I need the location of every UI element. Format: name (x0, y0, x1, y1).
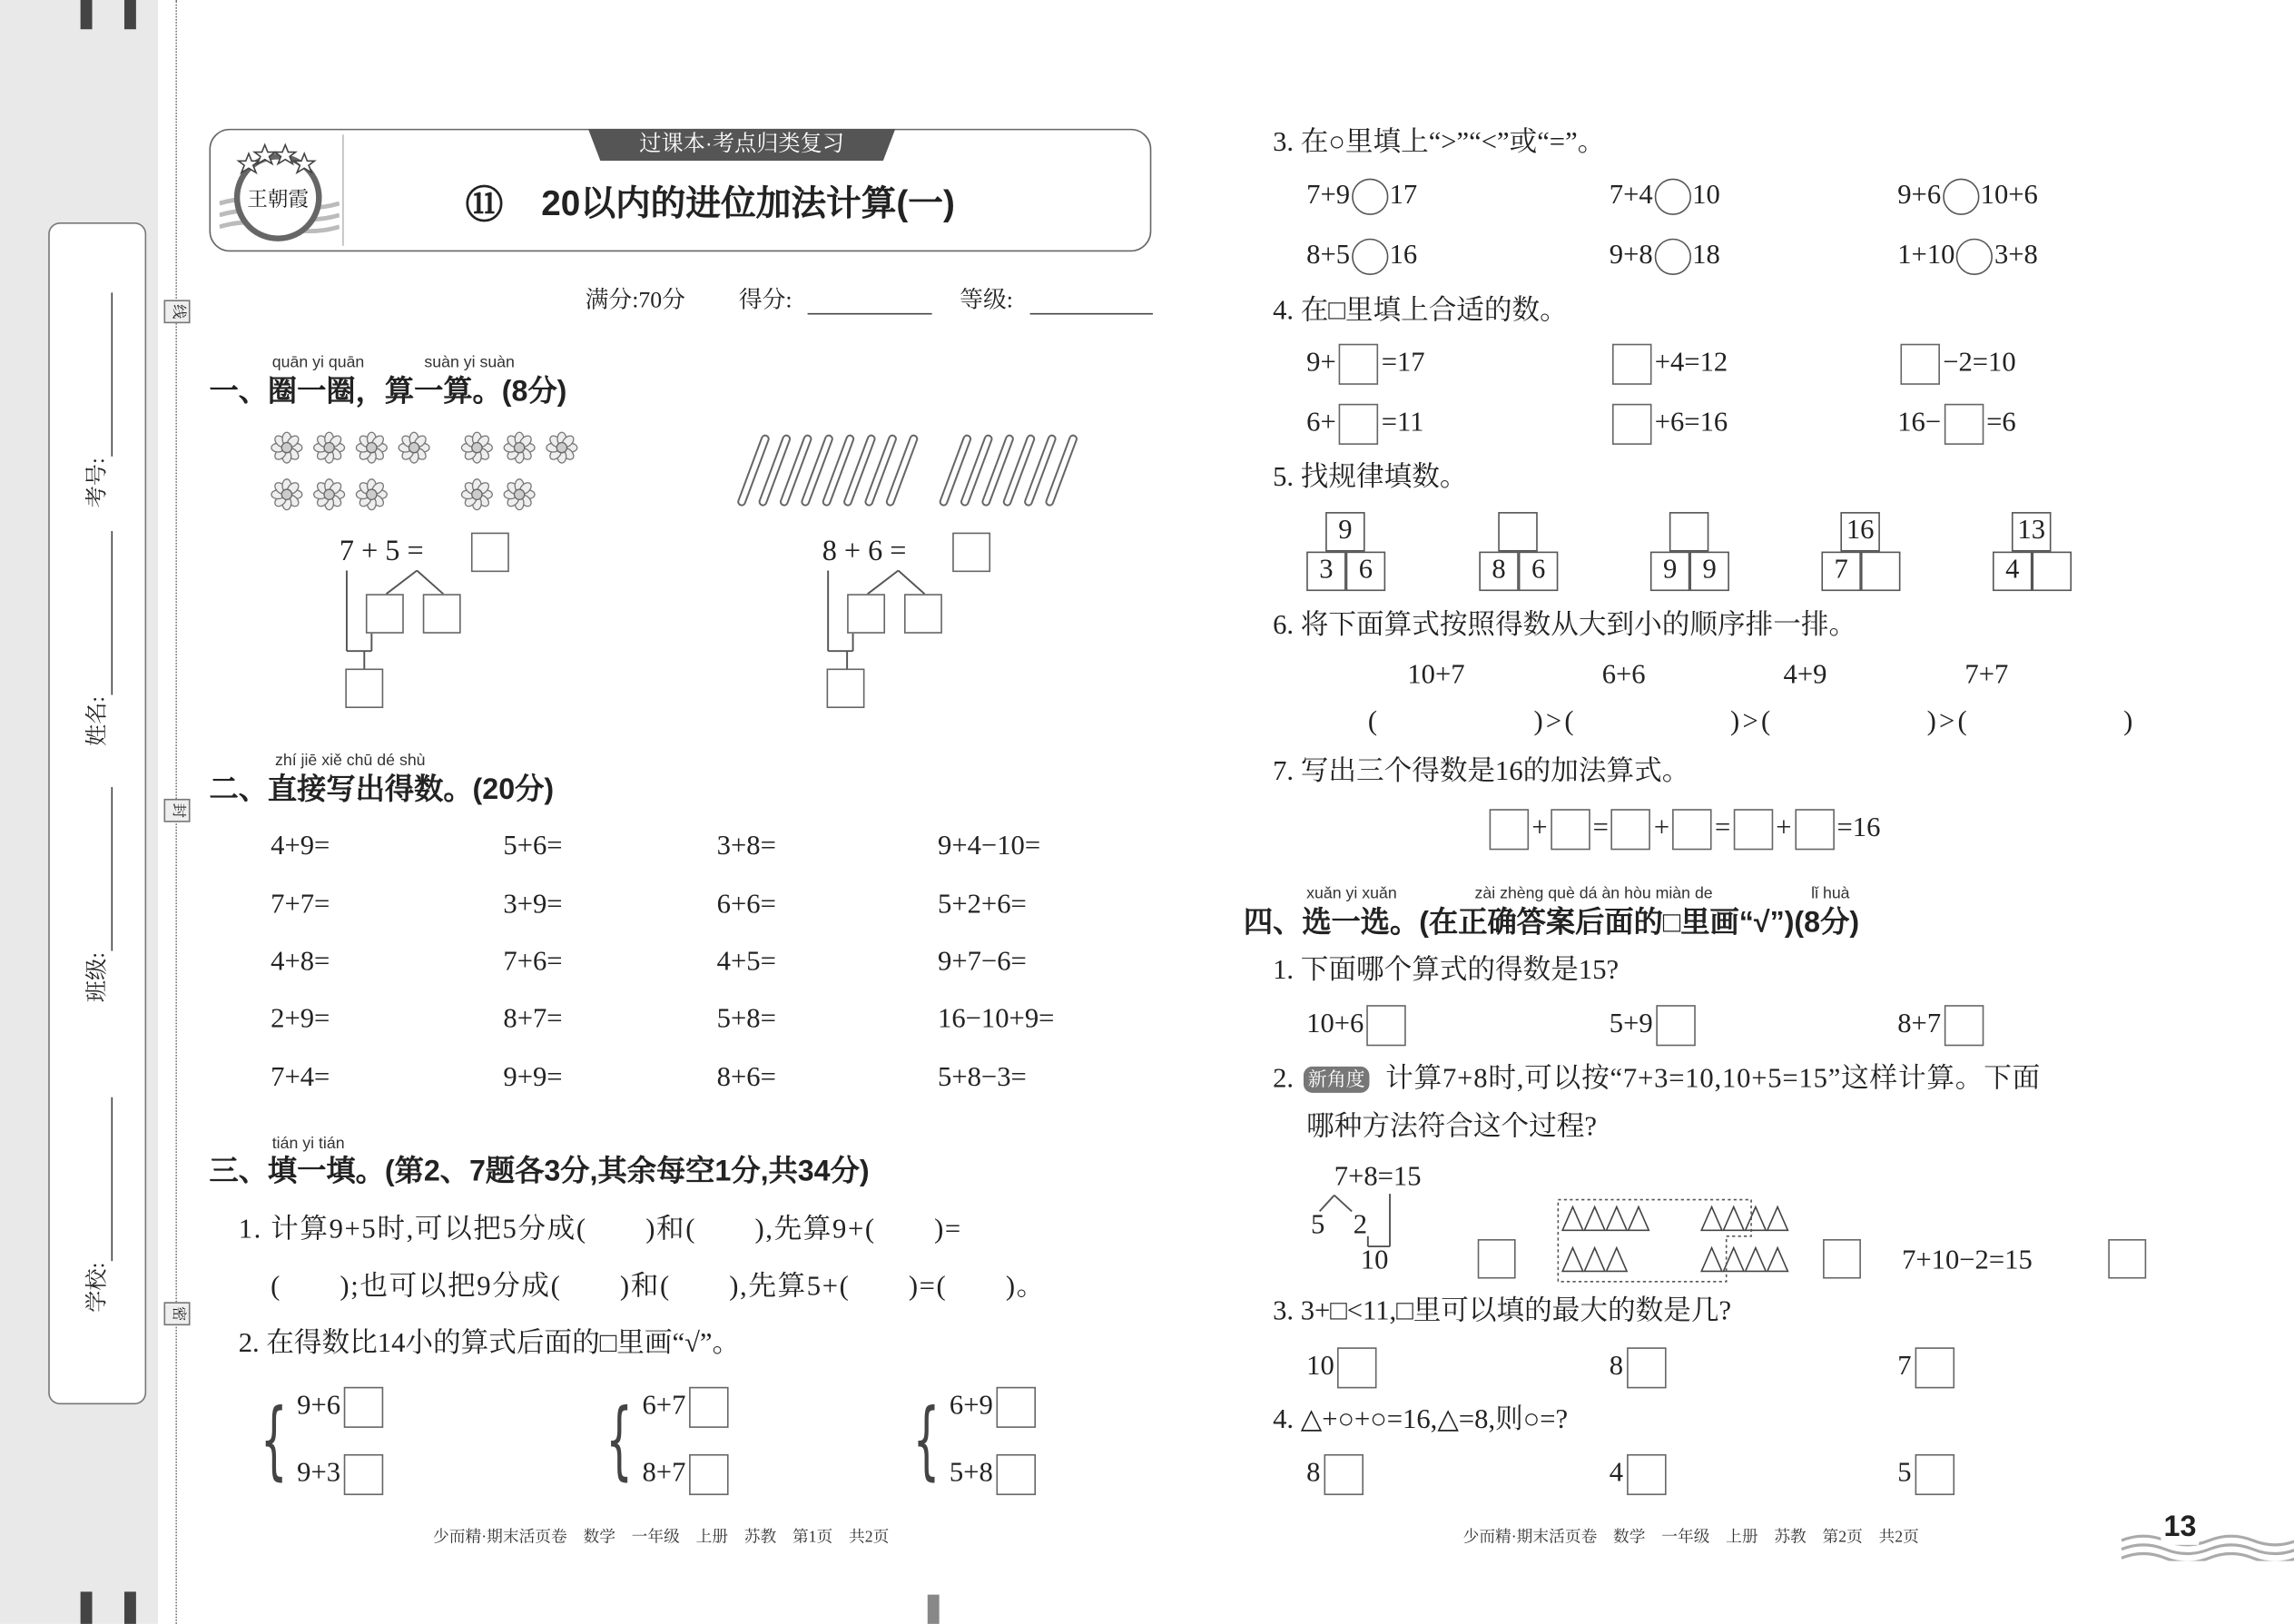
pinyin: zài zhèng què dá àn hòu miàn de (1474, 885, 1713, 903)
pinyin: quān yi quān (271, 354, 365, 372)
left-part: 9+ (1306, 347, 1336, 379)
checkbox[interactable] (343, 1387, 383, 1428)
field-label-exam-number: 考号: (86, 458, 111, 508)
option-label: 5 (1897, 1457, 1912, 1489)
triangle-icon (1607, 1248, 1628, 1272)
question-3-3: 3. 在○里填上“>”“<”或“=”。 (1273, 127, 1606, 159)
brace-icon: { (912, 1390, 940, 1490)
stick-icon (1049, 438, 1073, 501)
blank-box[interactable] (1551, 809, 1590, 850)
flower-icon (367, 443, 377, 453)
operator: + (1776, 812, 1792, 843)
brace-icon: { (605, 1390, 633, 1490)
question-4-3: 3. 3+□<11,□里可以填的最大的数是几? (1273, 1295, 1732, 1327)
fill-blank-item (1610, 404, 1728, 445)
option-label: 10 (1306, 1351, 1334, 1382)
triangle-icon (1562, 1207, 1583, 1231)
flower-icon (472, 443, 482, 453)
compare-item (1610, 239, 1720, 276)
right-expression: 10+6 (1980, 180, 2038, 212)
tower-top-cell: 9 (1325, 512, 1365, 552)
right-part: −2=10 (1943, 347, 2016, 379)
choice-checkbox[interactable] (1324, 1454, 1364, 1495)
operator: = (1715, 812, 1731, 843)
result-box[interactable] (827, 669, 865, 709)
tower-top-cell[interactable] (1669, 512, 1709, 552)
tower-bottom-cell: 9 (1650, 552, 1690, 592)
checkbox[interactable] (996, 1454, 1036, 1495)
mental-math-item[interactable]: 6+6= (716, 889, 776, 920)
triangle-icon (1584, 1207, 1605, 1231)
compare-circle[interactable] (1352, 239, 1388, 275)
compare-circle[interactable] (1956, 239, 1993, 275)
operator: =16 (1836, 812, 1881, 843)
compare-item (1306, 179, 1417, 216)
fill-blank-item (1897, 344, 2015, 385)
mental-math-item[interactable]: 7+7= (271, 889, 330, 920)
connector-line (899, 571, 925, 595)
left-expression: 8+5 (1306, 240, 1351, 271)
stick-icon (943, 438, 967, 501)
tower-bottom-cell: 9 (1689, 552, 1729, 592)
choice-option (1306, 1347, 1380, 1388)
triangle-icon (1767, 1248, 1788, 1272)
choice-checkbox[interactable] (1915, 1347, 1954, 1388)
comparison-item (297, 1454, 386, 1495)
connector-line (417, 571, 443, 595)
flower-icon (556, 443, 566, 453)
dashed-grouping-outline (1558, 1200, 1751, 1282)
expression: 6+7 (642, 1390, 686, 1422)
operator: + (1531, 812, 1548, 843)
triangle-icon (1746, 1248, 1767, 1272)
question-4-2-line1: 计算7+8时,可以按“7+3=10,10+5=15”这样计算。下面 (1385, 1063, 2042, 1095)
flower-icon (409, 443, 418, 453)
comparison-item (642, 1387, 731, 1428)
section-3-heading: 三、填一填。(第2、7题各3分,其余每空1分,共34分) (209, 1156, 870, 1188)
answer-box[interactable] (952, 533, 990, 573)
stick-icon (763, 438, 786, 501)
flower-icon (514, 443, 524, 453)
tower-top-cell[interactable] (1498, 512, 1538, 552)
comparison-item (950, 1387, 1039, 1428)
choice-option (1306, 1454, 1365, 1495)
expression-to-order: 10+7 (1407, 659, 1465, 691)
blank-box[interactable] (1339, 404, 1379, 445)
triangle-icon (1607, 1207, 1628, 1231)
pinyin: xuǎn yi xuǎn (1306, 885, 1397, 903)
mental-math-item[interactable]: 9+7−6= (938, 946, 1027, 978)
triangle-icon (1723, 1207, 1744, 1231)
checkbox[interactable] (996, 1387, 1036, 1428)
stick-icon (805, 438, 829, 501)
checkbox[interactable] (343, 1454, 383, 1495)
left-part: 6+ (1306, 407, 1336, 438)
order-answer-row[interactable]: ( )>( )>( )>( ) (1367, 706, 2136, 738)
brace-icon: { (260, 1390, 288, 1490)
logo-text: 王朝霞 (247, 188, 310, 212)
choice-checkbox[interactable] (1915, 1454, 1954, 1495)
pinyin: lǐ huà (1811, 885, 1850, 903)
split-box[interactable] (423, 594, 461, 634)
full-score: 满分:70分 (585, 288, 685, 313)
choice-option (1610, 1347, 1669, 1388)
operator: + (1653, 812, 1670, 843)
option-3-checkbox[interactable] (2108, 1239, 2146, 1279)
fill-blank-item (1897, 404, 2015, 445)
option-1-sum: 10 (1360, 1245, 1389, 1276)
expression-to-order: 6+6 (1601, 659, 1646, 691)
result-box[interactable] (345, 669, 383, 709)
compare-item (1897, 239, 2038, 276)
flower-icon (281, 443, 291, 453)
triangle-icon (1701, 1207, 1722, 1231)
lesson-number: ⑪ (465, 182, 504, 227)
mental-math-item[interactable]: 5+2+6= (938, 889, 1027, 920)
mental-math-item[interactable]: 16−10+9= (938, 1003, 1055, 1035)
left-expression: 7+9 (1306, 180, 1351, 212)
choice-checkbox[interactable] (1656, 1005, 1696, 1046)
stick-icon (986, 438, 1009, 501)
section-2-heading: 二、直接写出得数。(20分) (209, 773, 555, 806)
checkbox[interactable] (689, 1454, 729, 1495)
comparison-item (642, 1454, 731, 1495)
checkbox[interactable] (689, 1387, 729, 1428)
left-expression: 9+6 (1897, 180, 1942, 212)
stick-icon (1008, 438, 1031, 501)
connector-line (868, 571, 899, 595)
mental-math-item[interactable]: 3+8= (716, 831, 776, 862)
question-3-5: 5. 找规律填数。 (1273, 462, 1468, 494)
stick-icon (784, 438, 808, 501)
right-expression: 16 (1389, 240, 1418, 271)
seal-mark: 密 (163, 1302, 190, 1325)
option-label: 10+6 (1306, 1008, 1364, 1039)
right-part: +4=12 (1654, 347, 1728, 379)
option-1-split-b: 2 (1353, 1209, 1368, 1241)
tower-bottom-cell: 6 (1346, 552, 1386, 592)
tower-top-cell: 13 (2012, 512, 2052, 552)
split-box[interactable] (904, 594, 942, 634)
tower-bottom-cell[interactable] (2033, 552, 2072, 592)
triangle-icon (1746, 1207, 1767, 1231)
right-expression: 17 (1389, 180, 1418, 212)
mental-math-item[interactable]: 5+6= (503, 831, 563, 862)
compare-item (1306, 239, 1417, 276)
option-1-equation: 7+8=15 (1334, 1161, 1422, 1193)
blank-box[interactable] (1672, 809, 1712, 850)
left-expression: 1+10 (1897, 240, 1955, 271)
expression: 8+7 (642, 1457, 686, 1489)
tower-bottom-cell[interactable] (1861, 552, 1901, 592)
mental-math-item[interactable]: 8+7= (503, 1003, 563, 1035)
pinyin: tián yi tián (271, 1135, 345, 1153)
option-label: 5+9 (1609, 1008, 1653, 1039)
stick-icon (742, 438, 765, 501)
page-number-waves (2122, 1529, 2294, 1560)
question-4-4: 4. △+○+○=16,△=8,则○=? (1273, 1404, 1569, 1435)
choice-option (1897, 1005, 1986, 1046)
mental-math-item[interactable]: 4+9= (271, 831, 330, 862)
mental-math-item[interactable]: 3+9= (503, 889, 563, 920)
blank-box[interactable] (1944, 404, 1984, 445)
choice-option (1306, 1005, 1409, 1046)
tower-bottom-cell: 4 (1993, 552, 2033, 592)
option-1-split-a: 5 (1310, 1209, 1325, 1241)
question-4-2-line2: 哪种方法符合这个过程? (1306, 1111, 1597, 1143)
question-3-4: 4. 在□里填上合适的数。 (1273, 295, 1568, 327)
flower-icon (324, 489, 334, 499)
mental-math-item[interactable]: 5+8= (716, 1003, 776, 1035)
right-part: +6=16 (1654, 407, 1728, 438)
tower-bottom-cell: 6 (1519, 552, 1559, 592)
choice-checkbox[interactable] (1337, 1347, 1377, 1388)
question-4-2-number: 2. (1273, 1063, 1295, 1095)
mental-math-item[interactable]: 8+6= (716, 1062, 776, 1093)
stick-icon (1029, 438, 1052, 501)
footer-right: 少而精·期末活页卷 数学 一年级 上册 苏教 第2页 共2页 (1462, 1529, 1919, 1547)
right-expression: 18 (1692, 240, 1720, 271)
score-label: 得分: (738, 288, 793, 313)
blank-box[interactable] (1339, 344, 1379, 385)
stick-icon (869, 438, 892, 501)
triangle-icon (1584, 1248, 1605, 1272)
tower-top-cell: 16 (1840, 512, 1880, 552)
question-3-1-line1: 1. 计算9+5时,可以把5分成( )和( ),先算9+( )= (238, 1214, 962, 1245)
triangle-icon (1701, 1248, 1722, 1272)
pinyin: suàn yi suàn (424, 354, 515, 372)
mental-math-item[interactable]: 4+8= (271, 946, 330, 978)
flower-icon (324, 443, 334, 453)
choice-option (1897, 1454, 1956, 1495)
split-line (1334, 1196, 1352, 1212)
header-banner-text: 过课本·考点归类复习 (639, 132, 844, 157)
mental-math-item[interactable]: 4+5= (716, 946, 776, 978)
fill-blank-item (1610, 344, 1728, 385)
expression: 5+8 (949, 1457, 993, 1489)
operator: = (1592, 812, 1609, 843)
connector-line (386, 571, 417, 595)
question-3-7: 7. 写出三个得数是16的加法算式。 (1273, 756, 1690, 788)
fill-blank-item (1306, 344, 1424, 385)
expression-to-order: 4+9 (1783, 659, 1827, 691)
answer-box[interactable] (471, 533, 509, 573)
equation-7-plus-5: 7 + 5 = (339, 535, 424, 568)
mental-math-item[interactable]: 5+8−3= (938, 1062, 1027, 1093)
section-4-heading: 四、选一选。(在正确答案后面的□里画“√”)(8分) (1243, 907, 1860, 940)
fill-blank-item (1306, 404, 1423, 445)
field-label-class: 班级: (86, 952, 111, 1003)
compare-circle[interactable] (1352, 179, 1388, 215)
choice-checkbox[interactable] (1626, 1347, 1666, 1388)
right-expression: 3+8 (1994, 240, 2038, 271)
compare-circle[interactable] (1654, 239, 1690, 275)
right-part: =6 (1986, 407, 2016, 438)
tower-bottom-cell: 7 (1821, 552, 1861, 592)
choice-option (1897, 1347, 1956, 1388)
compare-item (1897, 179, 2038, 216)
compare-circle[interactable] (1654, 179, 1690, 215)
option-1-checkbox[interactable] (1478, 1239, 1516, 1279)
page-number: 13 (2161, 1510, 2199, 1545)
triangle-icon (1562, 1248, 1583, 1272)
blank-box[interactable] (1734, 809, 1774, 850)
split-box[interactable] (366, 594, 404, 634)
tower-bottom-cell: 3 (1306, 552, 1346, 592)
mental-math-item[interactable]: 9+4−10= (938, 831, 1041, 862)
field-label-school: 学校: (86, 1262, 111, 1313)
question-3-1-line2: ( );也可以把9分成( )和( ),先算5+( )=( )。 (271, 1271, 1046, 1303)
left-part: 16− (1897, 407, 1942, 438)
option-2-checkbox[interactable] (1823, 1239, 1861, 1279)
blank-box[interactable] (1611, 809, 1651, 850)
choice-checkbox[interactable] (1626, 1454, 1666, 1495)
mental-math-item[interactable]: 2+9= (271, 1003, 330, 1035)
footer-left: 少而精·期末活页卷 数学 一年级 上册 苏教 第1页 共2页 (433, 1529, 890, 1547)
compare-item (1610, 179, 1720, 216)
question-3-2: 2. 在得数比14小的算式后面的□里画“√”。 (238, 1328, 741, 1360)
expression: 9+3 (297, 1457, 341, 1489)
tower-bottom-cell: 8 (1479, 552, 1519, 592)
option-label: 7 (1897, 1351, 1912, 1382)
stick-icon (827, 438, 851, 501)
option-3-equation: 7+10−2=15 (1902, 1245, 2033, 1276)
option-label: 8 (1306, 1457, 1321, 1489)
choice-checkbox[interactable] (1367, 1005, 1407, 1046)
expression-to-order: 7+7 (1964, 659, 2009, 691)
choice-option (1610, 1454, 1669, 1495)
new-angle-badge: 新角度 (1304, 1067, 1370, 1093)
stick-icon (848, 438, 871, 501)
section-1-heading: 一、圈一圈，算一算。(8分) (209, 376, 567, 408)
blank-box[interactable] (1795, 809, 1835, 850)
mental-math-item[interactable]: 7+6= (503, 946, 563, 978)
equation-8-plus-6: 8 + 6 = (822, 535, 907, 568)
seal-mark: 线 (163, 300, 190, 323)
flower-icon (514, 489, 524, 499)
comparison-item (297, 1387, 386, 1428)
comparison-item (950, 1454, 1039, 1495)
question-3-6: 6. 将下面算式按照得数从大到小的顺序排一排。 (1273, 610, 1857, 641)
split-box[interactable] (847, 594, 885, 634)
blank-box[interactable] (1490, 809, 1530, 850)
page-title: 20以内的进位加法计算(一) (541, 184, 955, 224)
expression: 9+6 (297, 1390, 341, 1422)
option-label: 8+7 (1897, 1008, 1942, 1039)
option-label: 4 (1609, 1457, 1624, 1489)
stick-icon (965, 438, 989, 501)
option-label: 8 (1609, 1351, 1624, 1382)
grade-label: 等级: (960, 288, 1013, 313)
field-label-name: 姓名: (86, 695, 111, 747)
triangle-icon (1629, 1207, 1649, 1231)
seal-mark: 封 (163, 799, 190, 822)
pinyin: zhí jiē xiě chū dé shù (274, 752, 426, 770)
right-part: =11 (1381, 407, 1424, 438)
right-part: =17 (1381, 347, 1425, 379)
choice-option (1610, 1005, 1698, 1046)
triangle-icon (1767, 1207, 1788, 1231)
mental-math-item[interactable]: 9+9= (503, 1062, 563, 1093)
mental-math-item[interactable]: 7+4= (271, 1062, 330, 1093)
q7-equation-row (1486, 809, 1880, 850)
left-expression: 7+4 (1609, 180, 1653, 212)
blank-box[interactable] (1612, 404, 1652, 445)
choice-checkbox[interactable] (1944, 1005, 1984, 1046)
flower-icon (281, 489, 291, 499)
blank-box[interactable] (1900, 344, 1940, 385)
blank-box[interactable] (1612, 344, 1652, 385)
flower-icon (367, 489, 377, 499)
left-expression: 9+8 (1609, 240, 1653, 271)
right-expression: 10 (1692, 180, 1720, 212)
flower-icon (472, 489, 482, 499)
stick-icon (891, 438, 914, 501)
compare-circle[interactable] (1943, 179, 1979, 215)
expression: 6+9 (949, 1390, 993, 1422)
question-4-1: 1. 下面哪个算式的得数是15? (1273, 955, 1620, 987)
